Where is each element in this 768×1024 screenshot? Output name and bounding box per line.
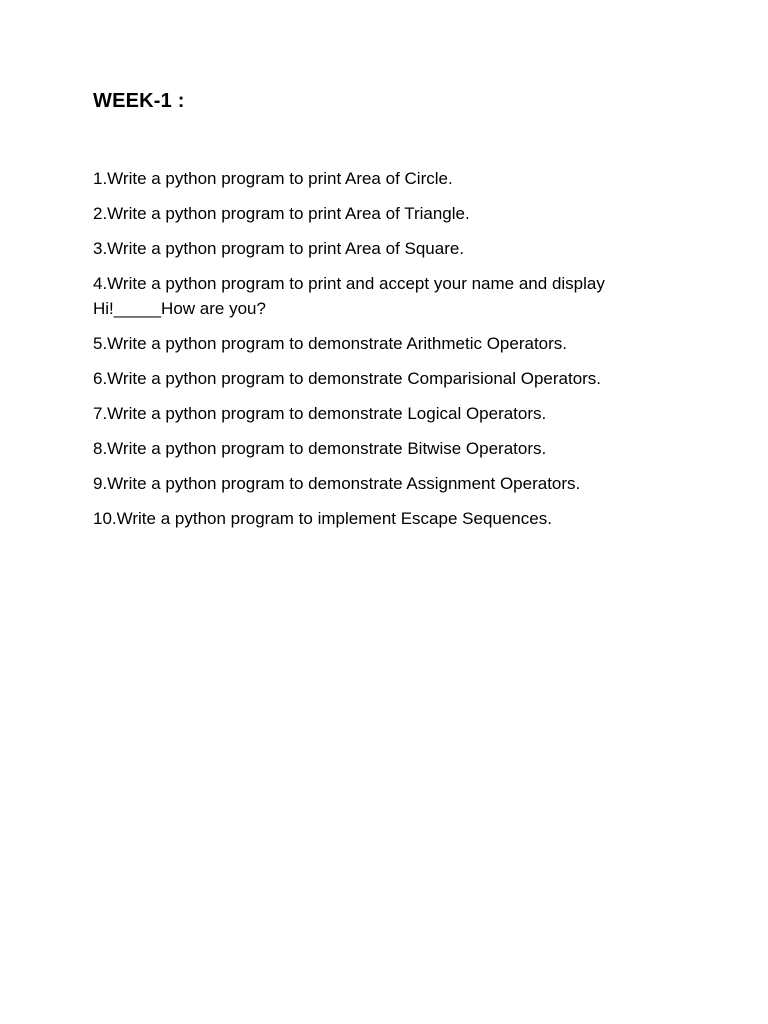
task-item-10: 10.Write a python program to implement Escape Sequences.: [93, 509, 552, 528]
task-list: [93, 166, 693, 541]
task-item-2: 2.Write a python program to print Area of Triangle.: [93, 204, 470, 223]
task-item-6: 6.Write a python program to demonstrate Comparisional Operators.: [93, 369, 602, 388]
task-item-9: 9.Write a python program to demonstrate Assignment Operators.: [93, 474, 581, 493]
task-item-3: 3.Write a python program to print Area of Square.: [93, 239, 465, 258]
task-item-8: 8.Write a python program to demonstrate Bitwise Operators.: [93, 439, 547, 458]
page-title: WEEK-1 :: [93, 90, 185, 112]
task-item-5: 5.Write a python program to demonstrate Arithmetic Operators.: [93, 334, 568, 353]
task-item-4: 4.Write a python program to print and accept your name and display Hi!_____How are you?: [93, 274, 610, 318]
task-item-1: 1.Write a python program to print Area of Circle.: [93, 169, 453, 188]
task-item-7: 7.Write a python program to demonstrate Logical Operators.: [93, 404, 547, 423]
